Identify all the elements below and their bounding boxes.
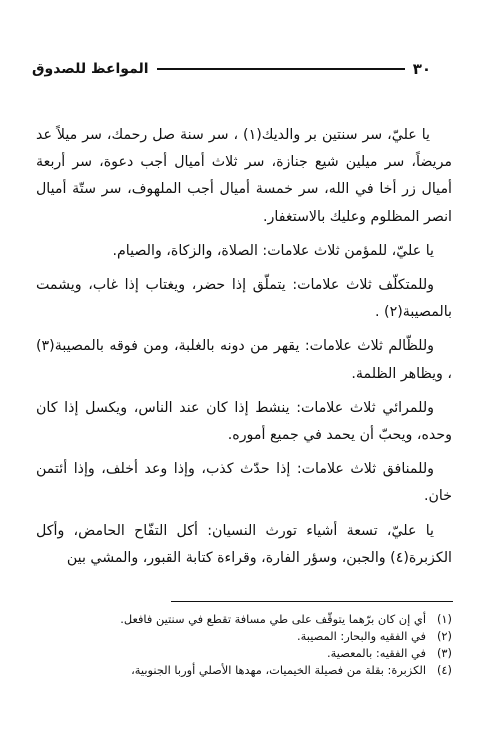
footnote bbox=[36, 645, 452, 662]
footnote bbox=[36, 662, 452, 679]
footnote-number: (٣) bbox=[436, 646, 452, 660]
footnote-text: الكزبرة: بقلة من فصيلة الخيميات، مهدها الأصلي أوربا الجنوبية، bbox=[131, 663, 426, 677]
page-header bbox=[32, 58, 431, 80]
footnote-number: (٢) bbox=[436, 629, 452, 643]
header-rule bbox=[157, 68, 405, 70]
paragraph: وللمتكلّف ثلاث علامات: يتملّق إذا حضر، ويغتاب إذا غاب، ويشمت بالمصيبة(٢) . bbox=[36, 277, 452, 321]
paragraph: وللمنافق ثلاث علامات: إذا حدّث كذب، وإذا وعد أخلف، وإذا أئتمن خان. bbox=[36, 461, 452, 505]
page-number: ٣٠ bbox=[412, 60, 431, 78]
footnote-separator bbox=[171, 601, 453, 602]
paragraph: وللمرائي ثلاث علامات: ينشط إذا كان عند الناس، ويكسل إذا كان وحده، ويحبّ أن يحمد في جميع أموره. bbox=[36, 399, 452, 444]
footnote-text: في الفقيه والبحار: المصيبة. bbox=[297, 629, 426, 643]
footnote bbox=[36, 611, 452, 628]
footnote-number: (١) bbox=[436, 612, 452, 626]
footnotes bbox=[36, 611, 452, 679]
footnote-text: في الفقيه: بالمعصية. bbox=[327, 646, 426, 660]
paragraph: وللظّالم ثلاث علامات: يقهر من دونه بالغلبة، ومن فوقه بالمصيبة(٣) ، ويظاهر الظلمة. bbox=[36, 338, 452, 382]
footnote bbox=[36, 628, 452, 645]
footnote-number: (٤) bbox=[436, 663, 452, 677]
running-title: المواعظ للصدوق bbox=[32, 61, 149, 77]
paragraph: يا عليّ، للمؤمن ثلاث علامات: الصلاة، والزكاة، والصيام. bbox=[112, 242, 434, 259]
footnote-text: أي إن كان برّهما يتوقّف على طي مسافة تقطع في سنتين فافعل. bbox=[120, 612, 426, 626]
paragraph: يا عليّ، تسعة أشياء تورث النسيان: أكل التفّاح الحامض، وأكل الكزبرة(٤) والجبن، وسؤر الفارة، وقراءة كتابة القبور، والمشي بين bbox=[36, 522, 452, 566]
paragraph: يا عليّ، سر سنتين بر والديك(١) ، سر سنة صل رحمك، سر ميلاً عد مريضاً، سر ميلين شيع جنازة، سر ثلاث أميال أجب دعوة، سر أربعة أميال زر أخا في الله، سر خمسة أميال أجب الملهوف، سر ستّة أميال انصر المظلوم وعليك بالاستغفار. bbox=[36, 127, 452, 225]
body-text bbox=[36, 122, 452, 579]
